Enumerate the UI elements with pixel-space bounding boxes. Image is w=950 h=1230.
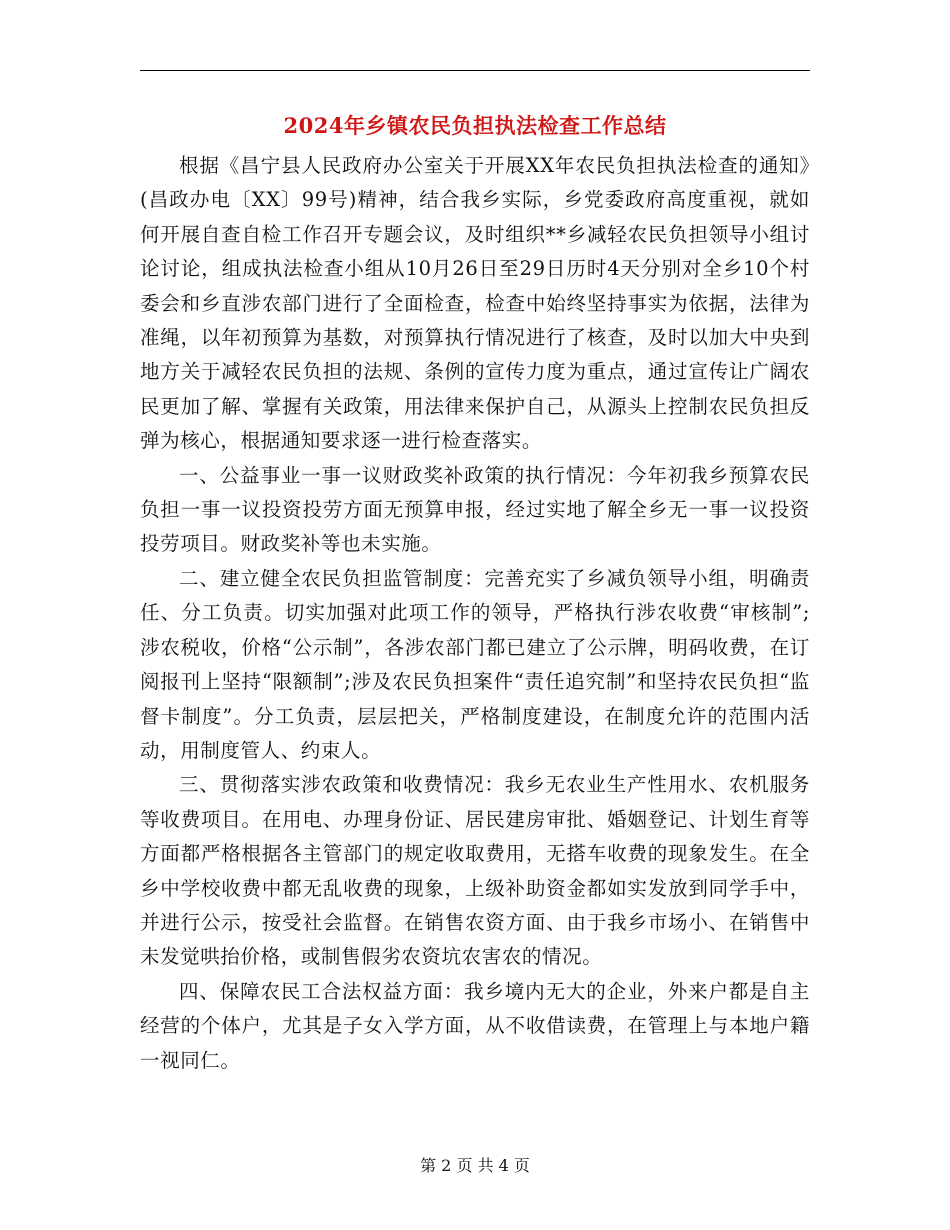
section-4-paragraph: 四、保障农民工合法权益方面：我乡境内无大的企业，外来户都是自主经营的个体户，尤其是子女入学方面，从不收借读费，在管理上与本地户籍一视同仁。 (140, 979, 810, 1072)
section-1-paragraph: 一、公益事业一事一议财政奖补政策的执行情况：今年初我乡预算农民负担一事一议投资投劳方面无预算申报，经过实地了解全乡无一事一议投资投劳项目。财政奖补等也未实施。 (140, 463, 810, 556)
document-title: 2024年乡镇农民负担执法检查工作总结 (283, 113, 667, 138)
section-2-paragraph: 二、建立健全农民负担监管制度：完善充实了乡减负领导小组，明确责任、分工负责。切实加强对此项工作的领导，严格执行涉农收费“审核制”;涉农税收，价格“公示制”，各涉农部门都已建立了公示牌，明码收费，在订阅报刊上坚持“限额制”;涉及农民负担案件“责任追究制”和坚持农民负担“监督卡制度”。分工负责，层层把关，严格制度建设，在制度允许的范围内活动，用制度管人、约束人。 (140, 566, 810, 762)
header-rule (140, 70, 810, 71)
intro-paragraph: 根据《昌宁县人民政府办公室关于开展XX年农民负担执法检查的通知》(昌政办电〔XX〕99号)精神，结合我乡实际，乡党委政府高度重视，就如何开展自查自检工作召开专题会议，及时组织**乡减轻农民负担领导小组讨论讨论，组成执法检查小组从10月26日至29日历时4天分别对全乡10个村委会和乡直涉农部门进行了全面检查，检查中始终坚持事实为依据，法律为准绳，以年初预算为基数，对预算执行情况进行了核查，及时以加大中央到地方关于减轻农民负担的法规、条例的宣传力度为重点，通过宣传让广阔农民更加了解、掌握有关政策，用法律来保护自己，从源头上控制农民负担反弹为核心，根据通知要求逐一进行检查落实。 (140, 154, 810, 453)
page-number-footer: 第 2 页 共 4 页 (420, 1156, 530, 1175)
document-body (140, 149, 810, 1078)
section-3-paragraph: 三、贯彻落实涉农政策和收费情况：我乡无农业生产性用水、农机服务等收费项目。在用电、办理身份证、居民建房审批、婚姻登记、计划生育等方面都严格根据各主管部门的规定收取费用，无搭车收费的现象发生。在全乡中学校收费中都无乱收费的现象，上级补助资金都如实发放到同学手中，并进行公示，按受社会监督。在销售农资方面、由于我乡市场小、在销售中未发觉哄抬价格，或制售假劣农资坑农害农的情况。 (140, 773, 810, 969)
